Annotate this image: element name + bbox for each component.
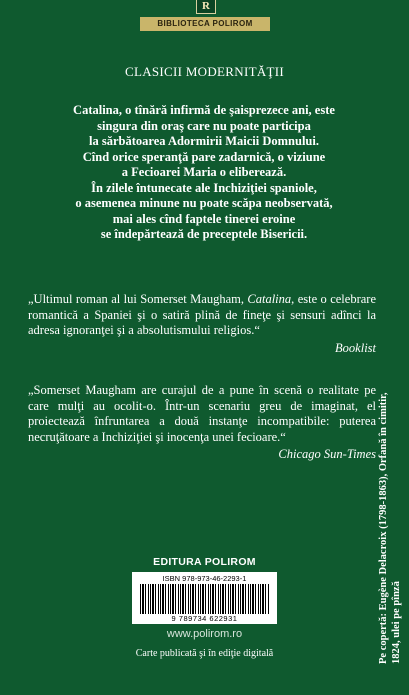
series-title: CLASICII MODERNITĂŢII [124,64,285,79]
quote-book-title: Catalina [247,292,292,306]
blurb-line: o asemenea minune nu poate scăpa neobservată, [75,196,333,210]
barcode-icon [140,584,269,614]
cover-credit-line: 1824, ulei pe pînză [391,581,402,664]
logo-banner: BIBLIOTECA POLIROM [140,17,270,31]
review-quote-booklist [28,292,376,356]
isbn-label: ISBN 978-973-46-2293-1 [162,574,247,583]
review-quote-chicago [28,383,376,463]
website-url: www.polirom.ro [166,628,243,640]
quote-text [28,383,376,445]
blurb-line: singura din oraş care nu poate participa [97,118,311,133]
blurb-line: se îndepărtează de preceptele Bisericii. [100,227,308,241]
quote-source: Booklist [335,340,376,355]
blurb-line: la sărbătoarea Adormirii Maicii Domnului. [89,134,319,148]
blurb-line: Catalina, o tînără infirmă de şaisprezece ani, este [73,103,335,117]
barcode [132,572,277,624]
cover-credit-line: Pe copertă: Eugène Delacroix (1798-1863), Orfană în cimitir, [378,392,389,664]
barcode-number: 9 789734 622931 [171,614,238,623]
blurb-line: a Fecioarei Maria o eliberează. [121,165,287,179]
quote-text [28,292,376,339]
quote-text-part: , este o celebrare romantică a Spaniei şi o satiră plină de fineţe şi sensuri adînci la adresa ignoranţei şi a absolutismului religios.“ [28,292,376,337]
logo-emblem-icon: R [196,0,216,14]
digital-edition-note: Carte publicată şi în ediţie digitală [135,648,274,659]
quote-text-part: „Ultimul roman al lui Somerset Maugham, [28,292,248,306]
publisher-logo [140,0,270,32]
quote-text-part: „Somerset Maugham are curajul de a pune în scenă o realitate pe care mulţi au ocolit-o. Într-un scenariu greu de imaginat, el proiectează înfruntarea a două instanţe incompatibile: puterea necruţătoare a Inchiziţiei şi inocenţa unei fecioare.“ [28,383,376,444]
quote-source: Chicago Sun-Times [278,447,376,461]
blurb-line: În zilele întunecate ale Inchiziţiei spaniole, [91,180,317,195]
publisher-name: EDITURA POLIROM [153,556,256,568]
blurb-line: Cînd orice speranţă pare zadarnică, o viziune [82,149,326,164]
book-blurb [28,103,380,243]
blurb-line: mai ales cînd faptele tinerei eroine [112,211,296,226]
cover-credit [377,194,403,664]
